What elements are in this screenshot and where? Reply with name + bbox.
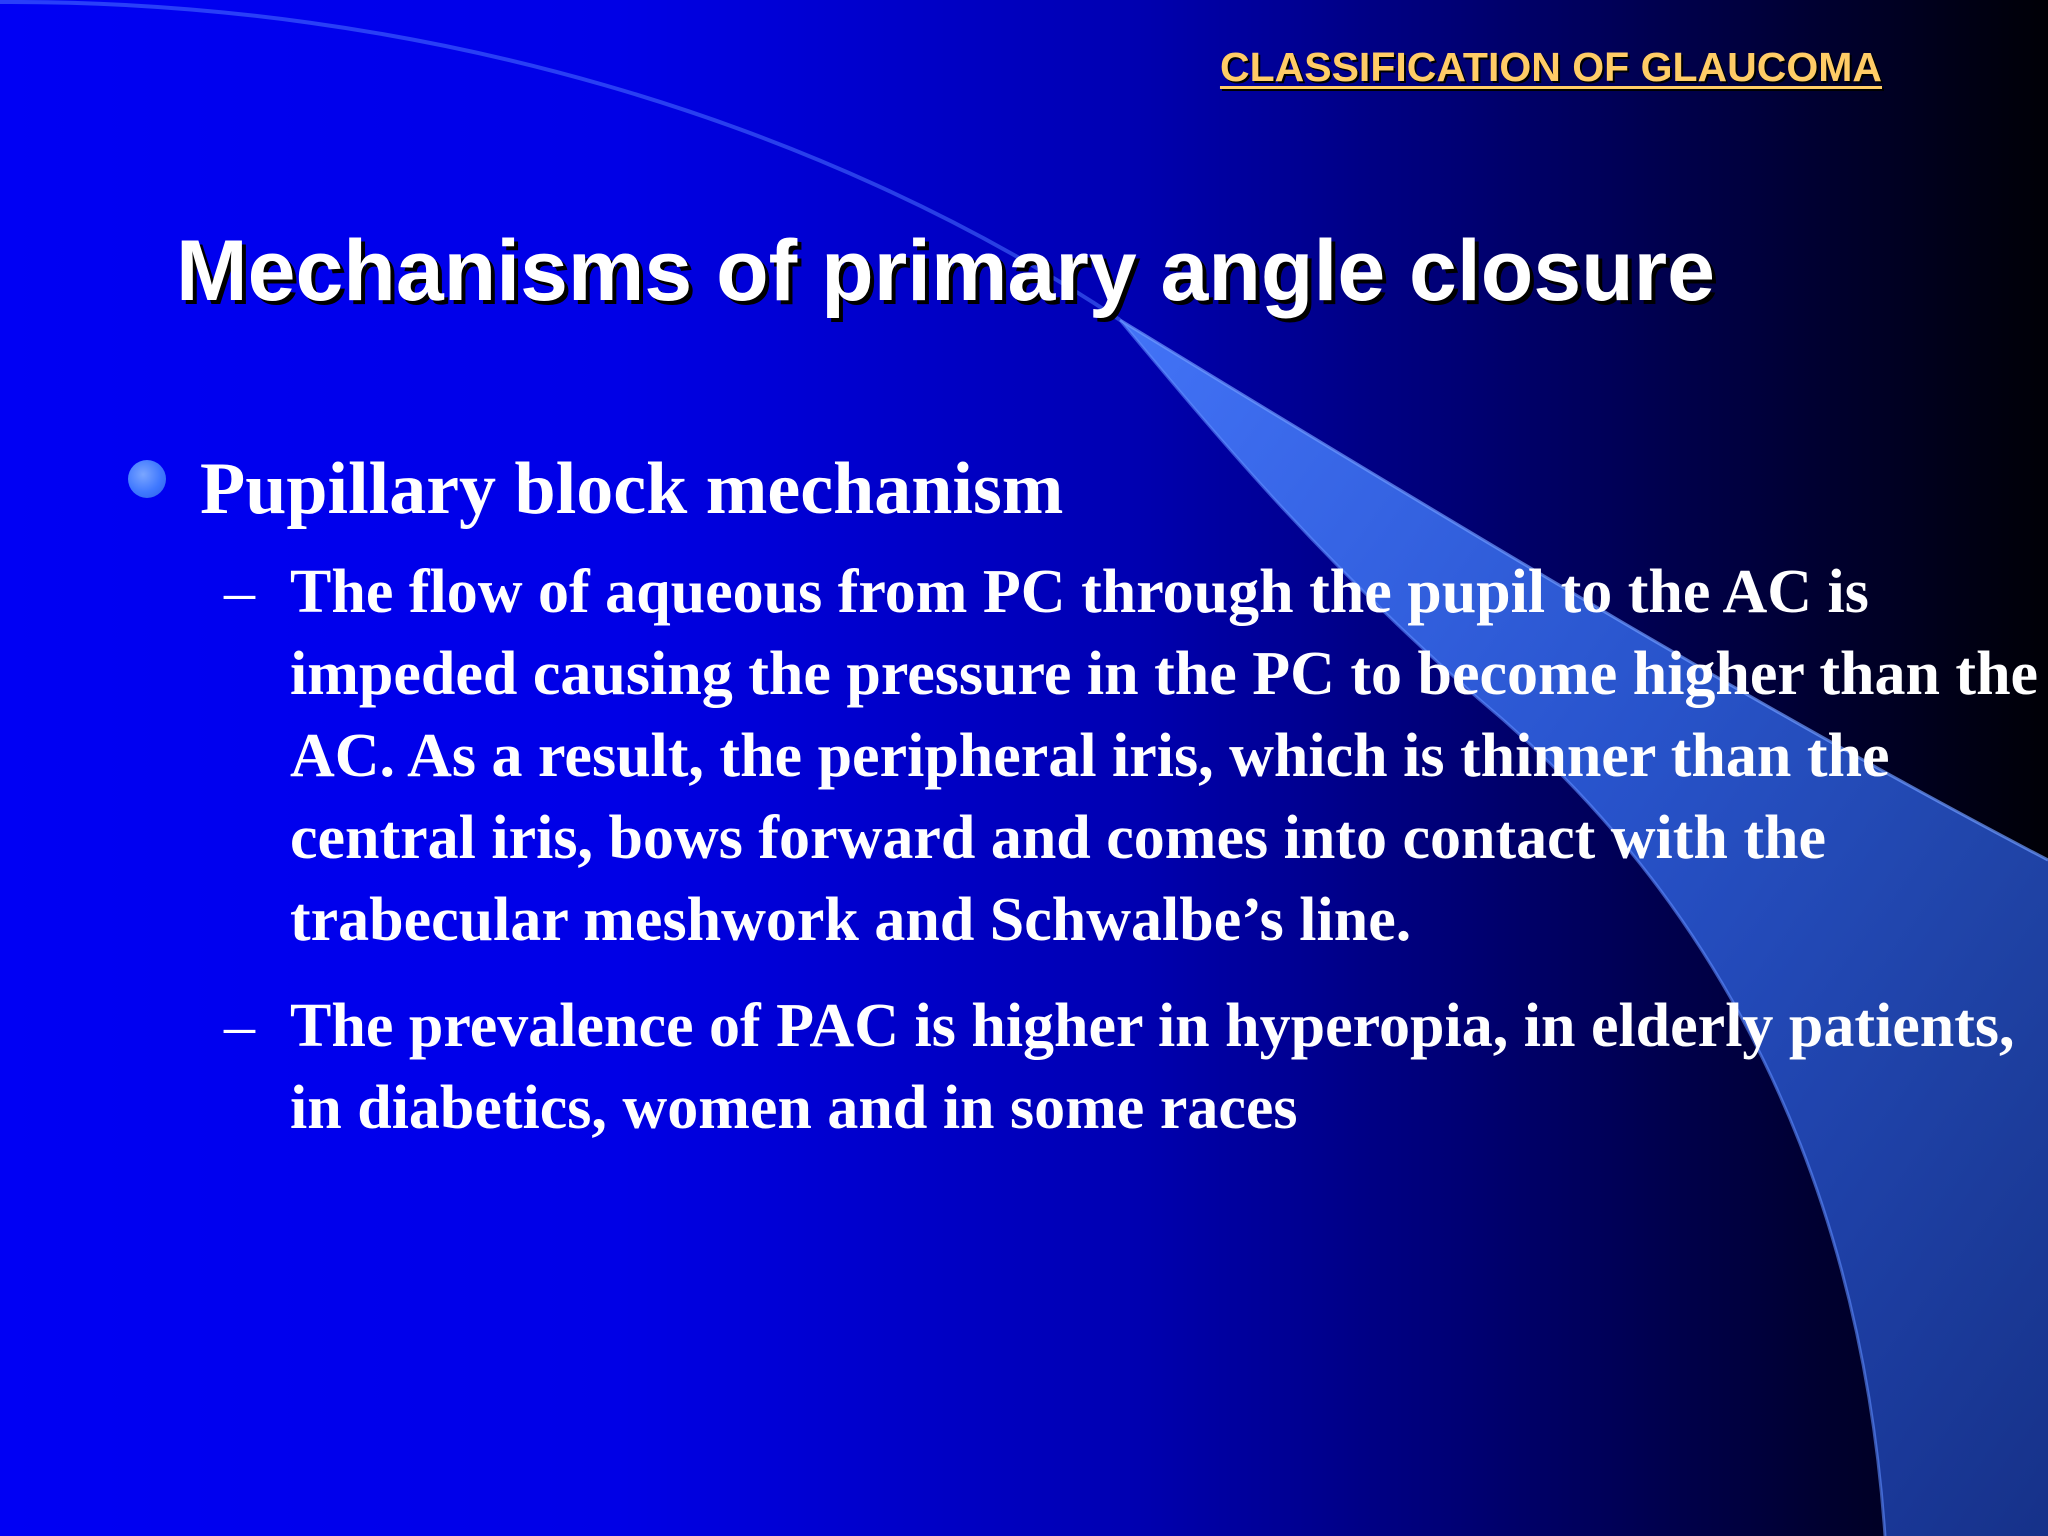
dash-icon: – [224,992,255,1060]
sub-bullet-text: The prevalence of PAC is higher in hyperopia, in elderly patients, in diabetics, women and in some races [290,992,2015,1142]
bullet-dot-icon [128,460,166,498]
bullet-text: Pupillary block mechanism [200,448,1064,530]
sub-bullet-list [128,551,2039,1149]
sub-bullet-item-aqueous-flow [128,551,2039,961]
dash-icon: – [224,558,255,626]
header-link-classification[interactable]: CLASSIFICATION OF GLAUCOMA [1219,44,1882,90]
sub-bullet-text: The flow of aqueous from PC through the pupil to the AC is impeded causing the pressure in the PC to become higher than the AC. As a result, the peripheral iris, which is thinner than the central iris, bows forward and comes into contact with the trabecular meshwork and Schwalbe’s line. [290,558,2039,954]
slide-content [128,445,2039,1173]
bullet-item-pupillary-block [128,445,1928,533]
slide-title: Mechanisms of primary angle closure [176,223,1715,319]
sub-bullet-item-prevalence [128,985,2015,1149]
